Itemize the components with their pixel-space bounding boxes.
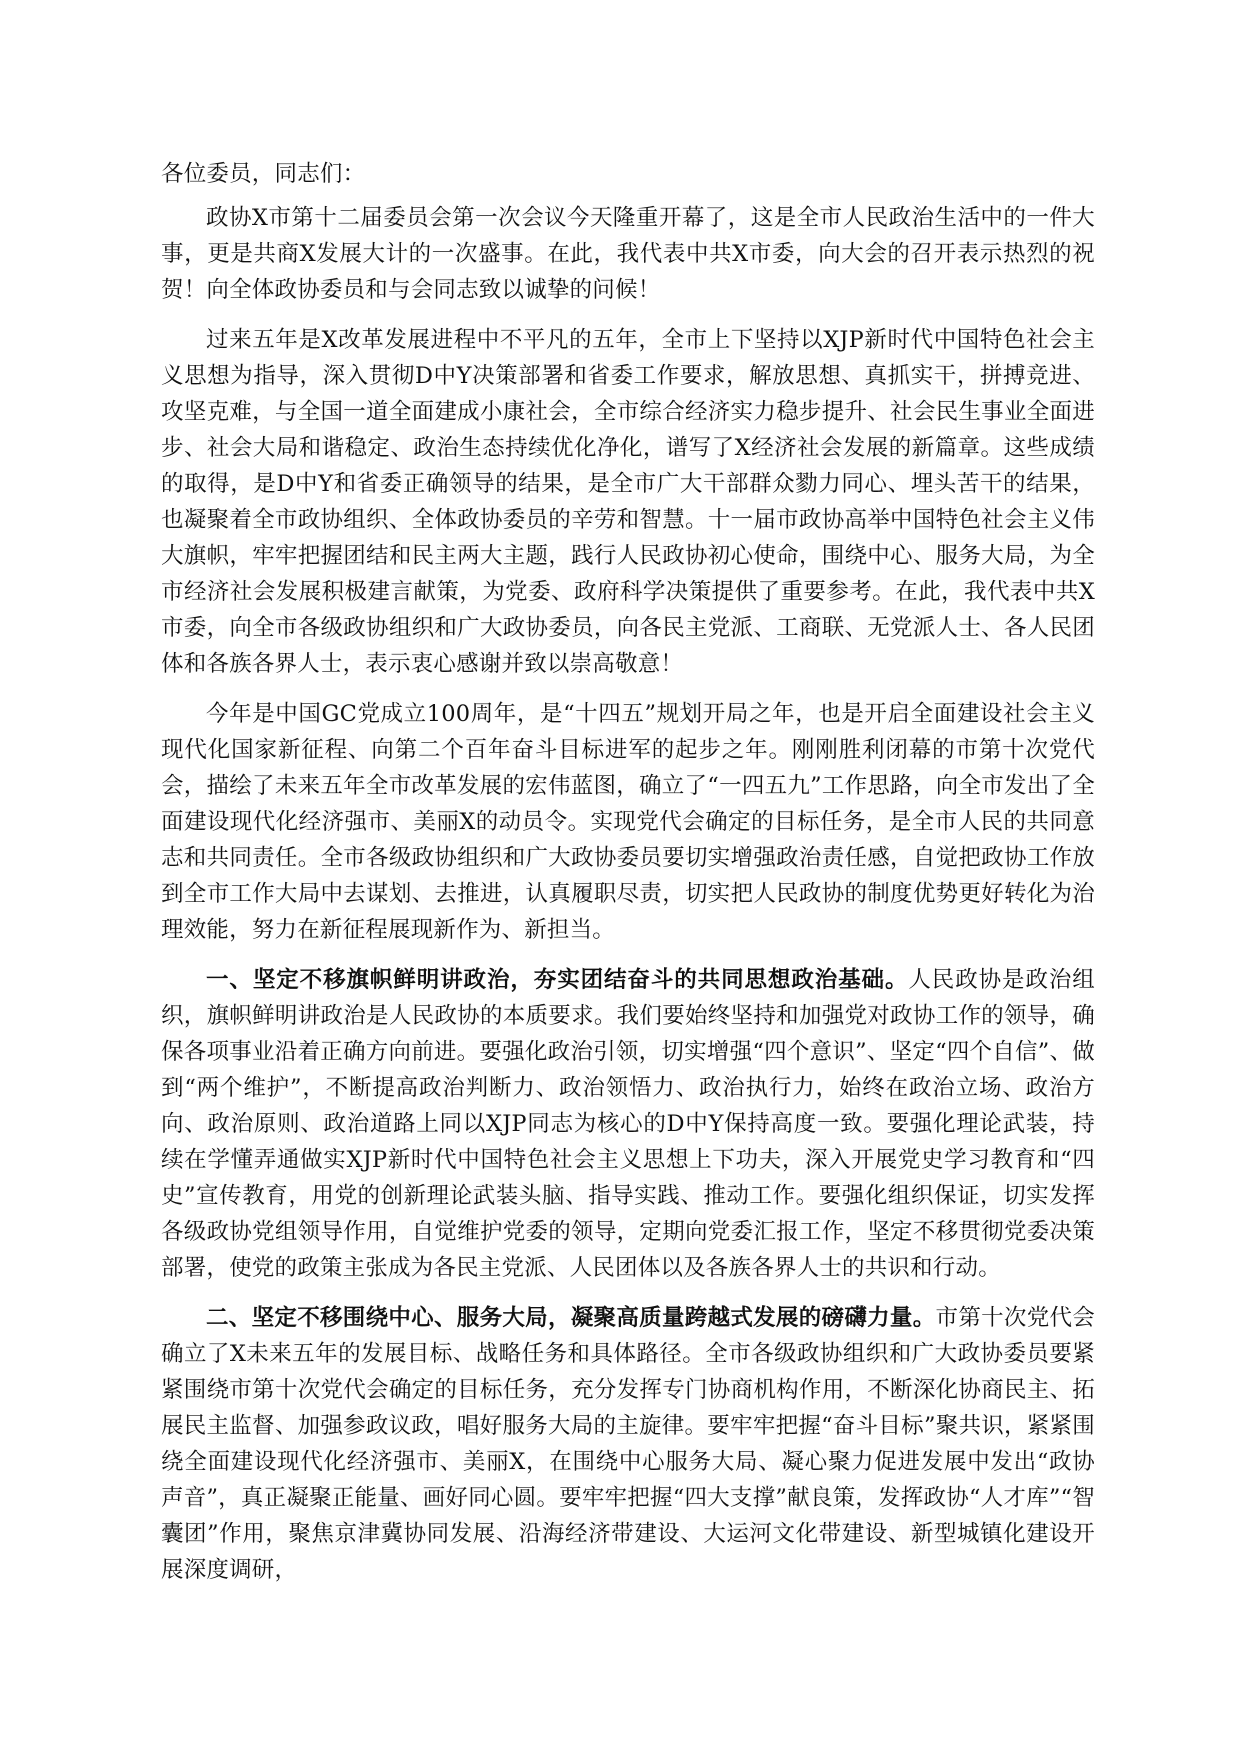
paragraph-review [161, 322, 1095, 682]
paragraph-text: 市第十次党代会确立了X未来五年的发展目标、战略任务和具体路径。全市各级政协组织和广大政协委员要紧紧围绕市第十次党代会确定的目标任务，充分发挥专门协商机构作用，不断深化协商民主、拓展民主监督、加强参政议政，唱好服务大局的主旋律。要牢牢把握“奋斗目标”聚共识，紧紧围绕全面建设现代化经济强市、美丽X，在围绕中心服务大局、凝心聚力促进发展中发出“政协声音”，真正凝聚正能量、画好同心圆。要牢牢把握“四大支撑”献良策，发挥政协“人才库”“智囊团”作用，聚焦京津冀协同发展、沿海经济带建设、大运河文化带建设、新型城镇化建设开展深度调研， [161, 1305, 1095, 1583]
paragraph-text: 过来五年是X改革发展进程中不平凡的五年，全市上下坚持以XJP新时代中国特色社会主义思想为指导，深入贯彻D中Y决策部署和省委工作要求，解放思想、真抓实干，拼搏竞进、攻坚克难，与全国一道全面建成小康社会，全市综合经济实力稳步提升、社会民生事业全面进步、社会大局和谐稳定、政治生态持续优化净化，谱写了X经济社会发展的新篇章。这些成绩的取得，是D中Y和省委正确领导的结果，是全市广大干部群众勠力同心、埋头苦干的结果，也凝聚着全市政协组织、全体政协委员的辛劳和智慧。十一届市政协高举中国特色社会主义伟大旗帜，牢牢把握团结和民主两大主题，践行人民政协初心使命，围绕中心、服务大局，为全市经济社会发展积极建言献策，为党委、政府科学决策提供了重要参考。在此，我代表中共X市委，向全市各级政协组织和广大政协委员，向各民主党派、工商联、无党派人士、各人民团体和各族各界人士，表示衷心感谢并致以崇高敬意！ [161, 327, 1095, 677]
salutation: 各位委员，同志们： [161, 161, 366, 187]
paragraph-opening [161, 200, 1095, 308]
paragraph-text: 人民政协是政治组织，旗帜鲜明讲政治是人民政协的本质要求。我们要始终坚持和加强党对政协工作的领导，确保各项事业沿着正确方向前进。要强化政治引领，切实增强“四个意识”、坚定“四个自信”、做到“两个维护”，不断提高政治判断力、政治领悟力、政治执行力，始终在政治立场、政治方向、政治原则、政治道路上同以XJP同志为核心的D中Y保持高度一致。要强化理论武装，持续在学懂弄通做实XJP新时代中国特色社会主义思想上下功夫，深入开展党史学习教育和“四史”宣传教育，用党的创新理论武装头脑、指导实践、推动工作。要强化组织保证，切实发挥各级政协党组领导作用，自觉维护党委的领导，定期向党委汇报工作，坚定不移贯彻党委决策部署，使党的政策主张成为各民主党派、人民团体以及各族各界人士的共识和行动。 [161, 967, 1095, 1281]
paragraph-point-one [161, 962, 1095, 1286]
section-heading: 一、坚定不移旗帜鲜明讲政治，夯实团结奋斗的共同思想政治基础。 [206, 967, 909, 993]
section-heading: 二、坚定不移围绕中心、服务大局，凝聚高质量跨越式发展的磅礴力量。 [206, 1305, 936, 1331]
paragraph-point-two [161, 1300, 1095, 1588]
paragraph-this-year [161, 696, 1095, 948]
paragraph-text: 政协X市第十二届委员会第一次会议今天隆重开幕了，这是全市人民政治生活中的一件大事，更是共商X发展大计的一次盛事。在此，我代表中共X市委，向大会的召开表示热烈的祝贺！向全体政协委员和与会同志致以诚挚的问候！ [161, 205, 1095, 303]
paragraph-text: 今年是中国GC党成立100周年，是“十四五”规划开局之年，也是开启全面建设社会主义现代化国家新征程、向第二个百年奋斗目标进军的起步之年。刚刚胜利闭幕的市第十次党代会，描绘了未来五年全市改革发展的宏伟蓝图，确立了“一四五九”工作思路，向全市发出了全面建设现代化经济强市、美丽X的动员令。实现党代会确定的目标任务，是全市人民的共同意志和共同责任。全市各级政协组织和广大政协委员要切实增强政治责任感，自觉把政协工作放到全市工作大局中去谋划、去推进，认真履职尽责，切实把人民政协的制度优势更好转化为治理效能，努力在新征程展现新作为、新担当。 [161, 701, 1095, 943]
